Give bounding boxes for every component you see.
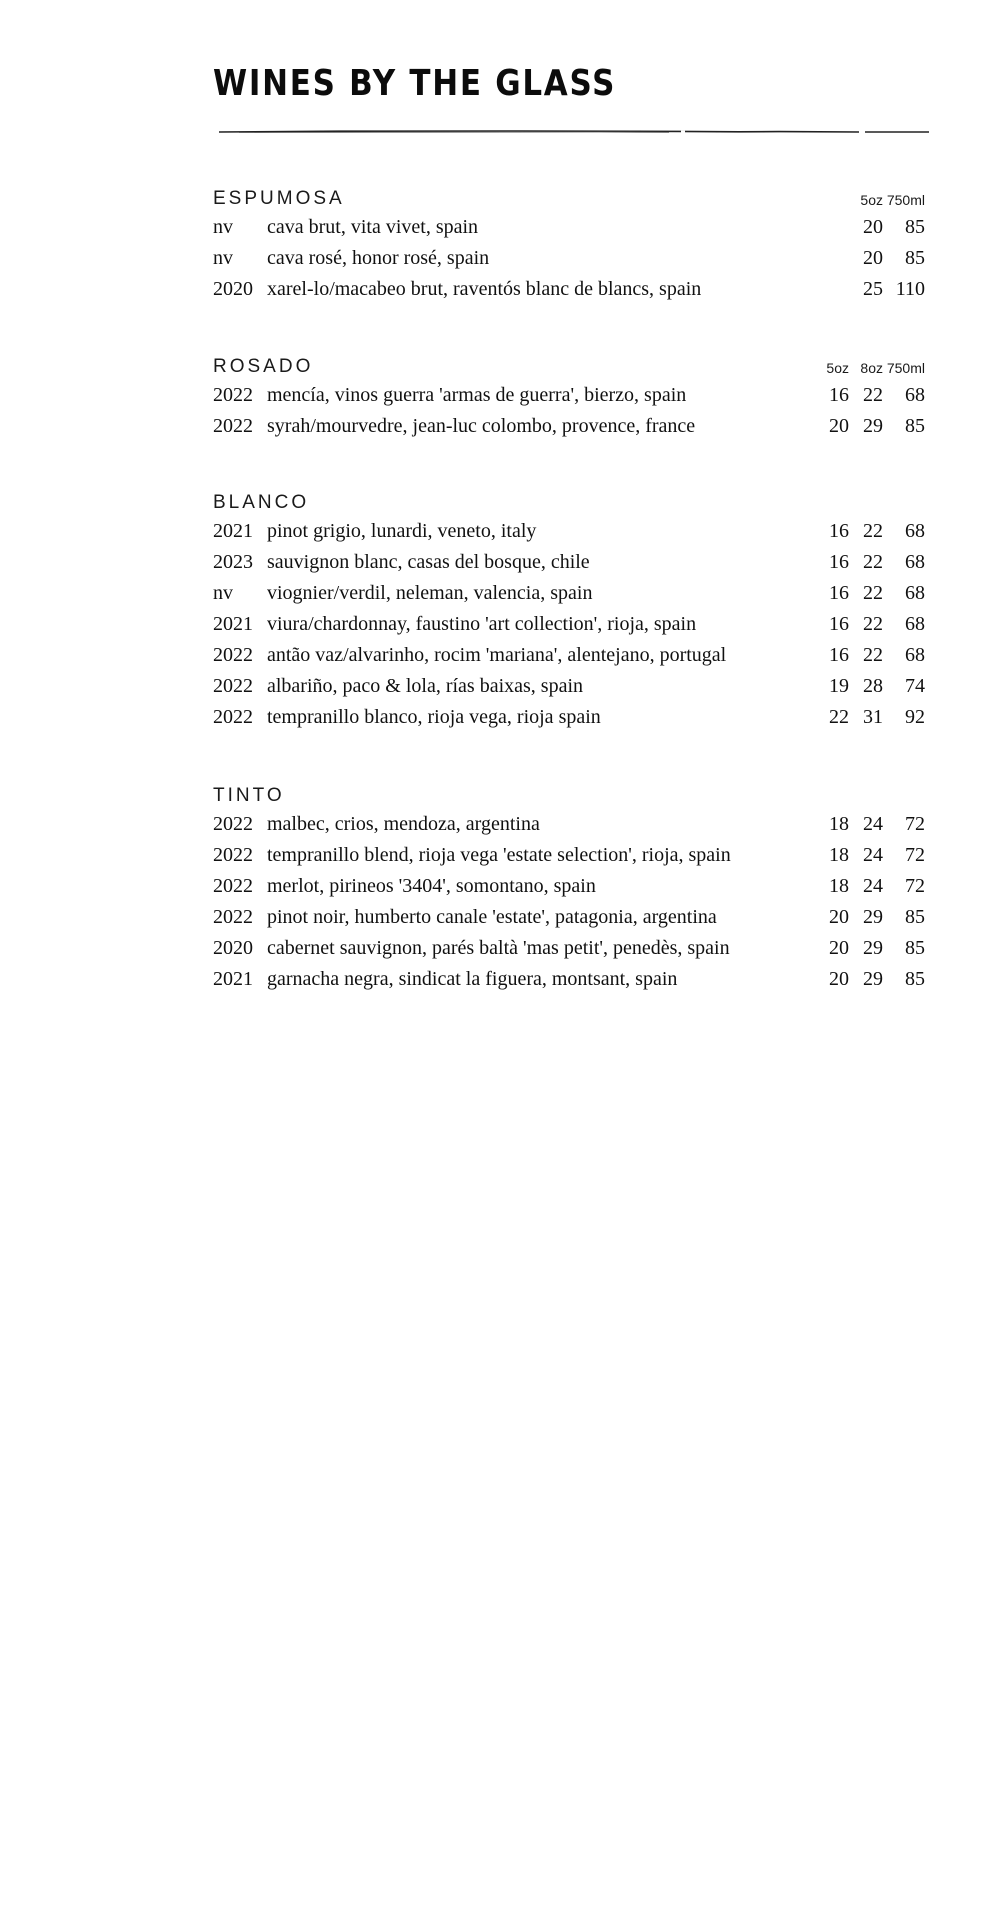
- price-8oz: 29: [863, 415, 883, 437]
- column-header-5oz: 5oz: [860, 192, 883, 208]
- wine-row: [213, 578, 925, 609]
- vintage: 2020: [213, 937, 253, 959]
- vintage: 2022: [213, 384, 253, 406]
- vintage: nv: [213, 247, 233, 269]
- price-glass: 20: [863, 247, 883, 269]
- vintage: nv: [213, 216, 233, 238]
- price-8oz: 22: [863, 582, 883, 604]
- vintage: 2022: [213, 675, 253, 697]
- price-glass: 20: [863, 216, 883, 238]
- wine-row: [213, 243, 925, 274]
- column-header-750ml: 750ml: [886, 360, 925, 376]
- price-bottle: 85: [905, 937, 925, 959]
- wine-name: antão vaz/alvarinho, rocim 'mariana', alentejano, portugal: [267, 644, 727, 666]
- price-8oz: 24: [863, 844, 883, 866]
- section-rosado: [213, 354, 925, 442]
- price-5oz: 20: [829, 415, 849, 437]
- column-header-5oz: 5oz: [826, 360, 849, 376]
- wine-row: [213, 212, 925, 243]
- vintage: 2021: [213, 968, 253, 990]
- vintage: 2022: [213, 415, 253, 437]
- section-title: TINTO: [213, 785, 285, 806]
- price-8oz: 29: [863, 968, 883, 990]
- price-glass: 25: [863, 278, 883, 300]
- price-5oz: 18: [829, 844, 849, 866]
- wine-row: [213, 902, 925, 933]
- price-5oz: 16: [829, 551, 849, 573]
- wine-name: tempranillo blend, rioja vega 'estate selection', rioja, spain: [267, 844, 731, 866]
- wine-name: mencía, vinos guerra 'armas de guerra', bierzo, spain: [267, 384, 687, 406]
- vintage: 2022: [213, 906, 253, 928]
- price-bottle: 85: [905, 216, 925, 238]
- wine-row: [213, 964, 925, 995]
- wine-row: [213, 702, 925, 733]
- wine-name: sauvignon blanc, casas del bosque, chile: [267, 551, 590, 573]
- price-8oz: 29: [863, 937, 883, 959]
- wine-row: [213, 871, 925, 902]
- price-8oz: 29: [863, 906, 883, 928]
- price-8oz: 22: [863, 520, 883, 542]
- wine-name: garnacha negra, sindicat la figuera, montsant, spain: [267, 968, 678, 990]
- vintage: 2022: [213, 706, 253, 728]
- vintage: 2021: [213, 613, 253, 635]
- wine-name: cava rosé, honor rosé, spain: [267, 247, 490, 269]
- price-5oz: 20: [829, 968, 849, 990]
- wine-name: cabernet sauvignon, parés baltà 'mas petit', penedès, spain: [267, 937, 730, 959]
- price-8oz: 24: [863, 813, 883, 835]
- wine-row: [213, 933, 925, 964]
- wine-row: [213, 609, 925, 640]
- section-title: ROSADO: [213, 356, 314, 377]
- price-bottle: 68: [905, 384, 925, 406]
- price-8oz: 28: [863, 675, 883, 697]
- wine-row: [213, 640, 925, 671]
- section-header: [213, 354, 925, 380]
- price-5oz: 18: [829, 875, 849, 897]
- wine-row: [213, 547, 925, 578]
- wine-name: xarel-lo/macabeo brut, raventós blanc de blancs, spain: [267, 278, 702, 300]
- wine-row: [213, 380, 925, 411]
- price-bottle: 85: [905, 247, 925, 269]
- section-header: [213, 783, 925, 809]
- wine-name: albariño, paco & lola, rías baixas, spain: [267, 675, 584, 697]
- wine-name: pinot grigio, lunardi, veneto, italy: [267, 520, 537, 542]
- vintage: 2022: [213, 813, 253, 835]
- section-title: ESPUMOSA: [213, 188, 345, 209]
- price-8oz: 31: [863, 706, 883, 728]
- section-header: [213, 490, 925, 516]
- section-header: [213, 186, 925, 212]
- vintage: 2023: [213, 551, 253, 573]
- price-5oz: 16: [829, 613, 849, 635]
- price-bottle: 68: [905, 644, 925, 666]
- vintage: 2020: [213, 278, 253, 300]
- column-header-750ml: 750ml: [886, 192, 925, 208]
- vintage: 2022: [213, 844, 253, 866]
- price-bottle: 85: [905, 968, 925, 990]
- price-bottle: 68: [905, 551, 925, 573]
- section-blanco: [213, 490, 925, 733]
- price-bottle: 92: [905, 706, 925, 728]
- price-bottle: 68: [905, 613, 925, 635]
- wine-row: [213, 671, 925, 702]
- price-bottle: 68: [905, 582, 925, 604]
- wine-row: [213, 274, 925, 305]
- price-5oz: 20: [829, 906, 849, 928]
- price-8oz: 22: [863, 551, 883, 573]
- wine-row: [213, 840, 925, 871]
- price-bottle: 85: [905, 415, 925, 437]
- price-5oz: 20: [829, 937, 849, 959]
- page-title: WINES BY THE GLASS: [213, 63, 617, 104]
- price-5oz: 22: [829, 706, 849, 728]
- section-title: BLANCO: [213, 492, 310, 513]
- wine-row: [213, 809, 925, 840]
- price-8oz: 22: [863, 384, 883, 406]
- price-5oz: 18: [829, 813, 849, 835]
- price-bottle: 72: [905, 875, 925, 897]
- price-8oz: 24: [863, 875, 883, 897]
- price-bottle: 110: [895, 278, 925, 300]
- wine-name: malbec, crios, mendoza, argentina: [267, 813, 540, 835]
- price-bottle: 85: [905, 906, 925, 928]
- price-8oz: 22: [863, 644, 883, 666]
- price-bottle: 74: [905, 675, 925, 697]
- wine-name: viura/chardonnay, faustino 'art collection', rioja, spain: [267, 613, 697, 635]
- price-5oz: 16: [829, 644, 849, 666]
- title-divider: [219, 130, 929, 134]
- vintage: 2022: [213, 644, 253, 666]
- column-header-8oz: 8oz: [860, 360, 883, 376]
- section-espumosa: [213, 186, 925, 305]
- section-tinto: [213, 783, 925, 995]
- price-bottle: 72: [905, 813, 925, 835]
- price-5oz: 16: [829, 384, 849, 406]
- price-bottle: 68: [905, 520, 925, 542]
- wine-name: cava brut, vita vivet, spain: [267, 216, 479, 238]
- wine-name: merlot, pirineos '3404', somontano, spain: [267, 875, 596, 897]
- wine-name: tempranillo blanco, rioja vega, rioja spain: [267, 706, 601, 728]
- price-8oz: 22: [863, 613, 883, 635]
- vintage: nv: [213, 582, 233, 604]
- wine-row: [213, 411, 925, 442]
- wine-row: [213, 516, 925, 547]
- price-5oz: 16: [829, 582, 849, 604]
- price-bottle: 72: [905, 844, 925, 866]
- wine-name: viognier/verdil, neleman, valencia, spain: [267, 582, 593, 604]
- price-5oz: 19: [829, 675, 849, 697]
- wine-name: syrah/mourvedre, jean-luc colombo, provence, france: [267, 415, 696, 437]
- vintage: 2022: [213, 875, 253, 897]
- wine-name: pinot noir, humberto canale 'estate', patagonia, argentina: [267, 906, 717, 928]
- price-5oz: 16: [829, 520, 849, 542]
- vintage: 2021: [213, 520, 253, 542]
